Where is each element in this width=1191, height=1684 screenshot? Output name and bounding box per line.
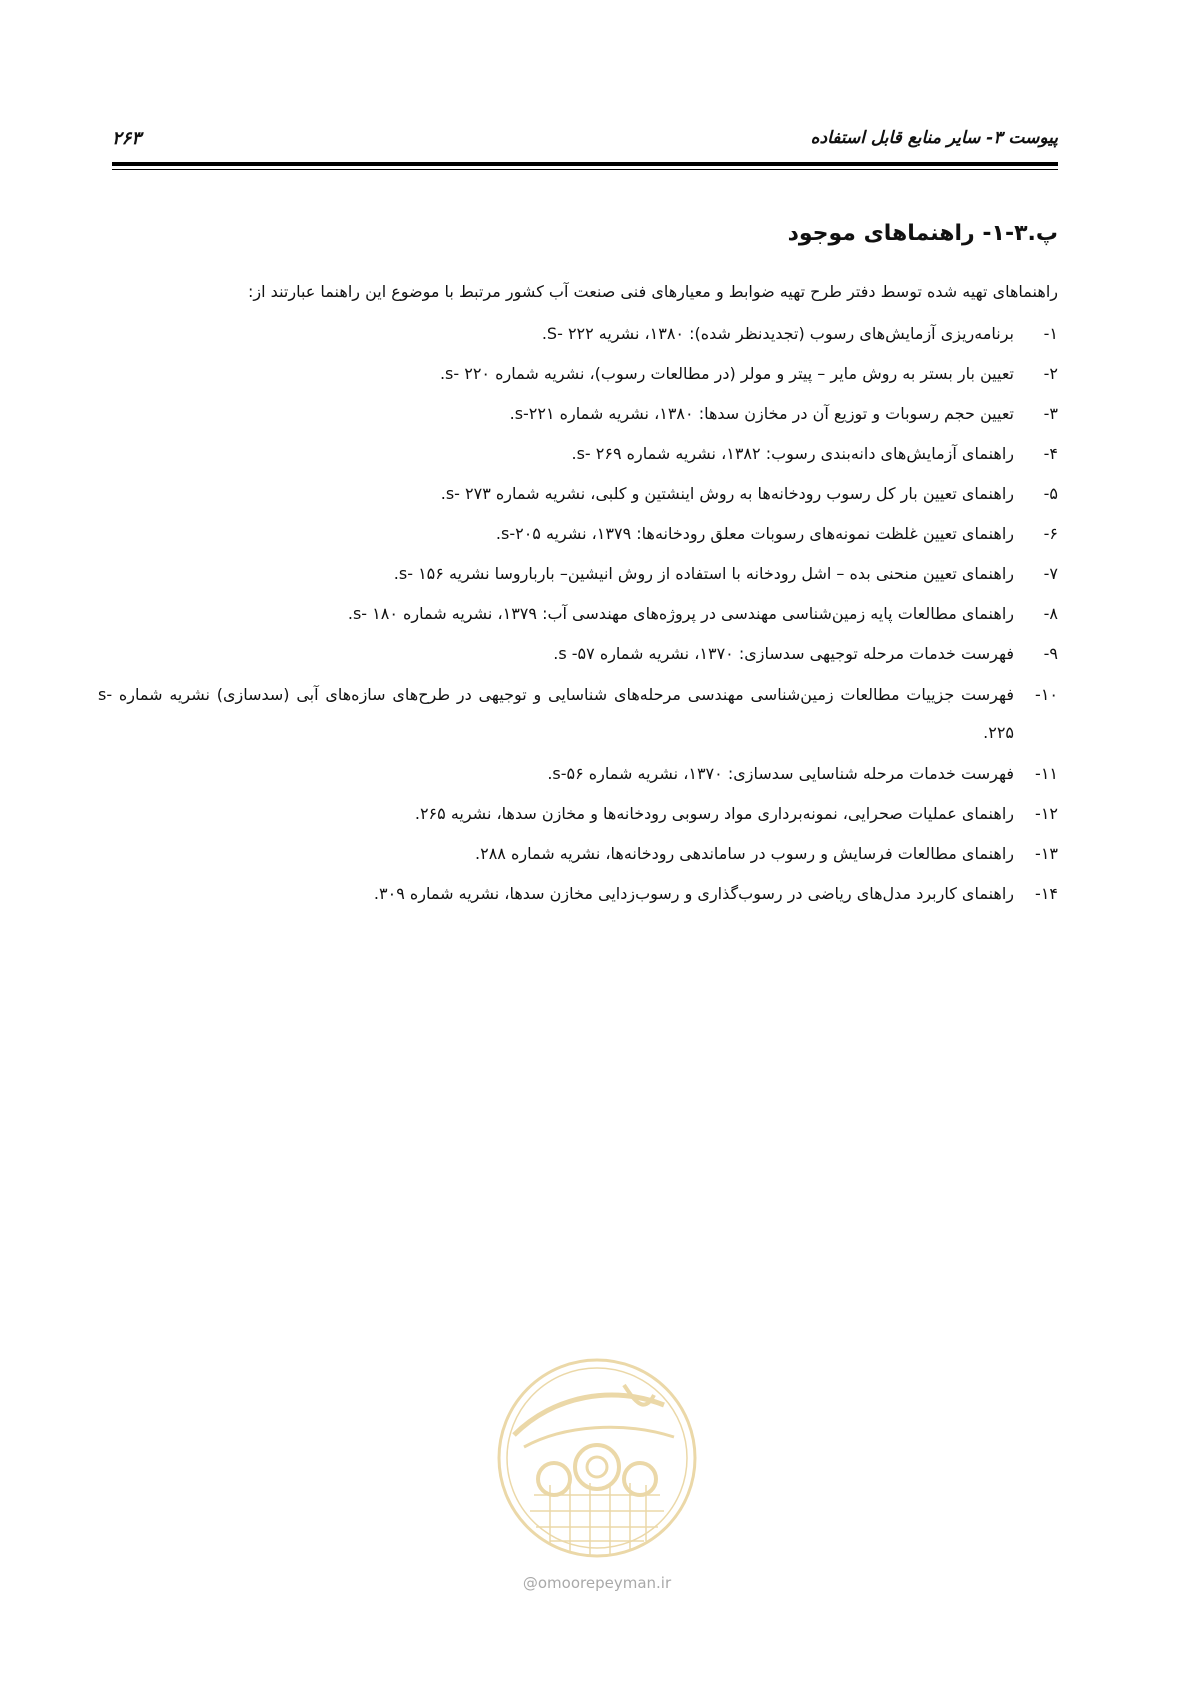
list-item-text: تعیین بار بستر به روش مایر – پیتر و مولر (در مطالعات رسوب)، نشریه شماره s- ۲۲۰. bbox=[439, 364, 1014, 383]
guides-list bbox=[98, 322, 1058, 922]
list-item-number: ۶- bbox=[1043, 524, 1058, 543]
list-item-number: ۱۳- bbox=[1035, 844, 1058, 863]
page-header bbox=[112, 128, 1058, 154]
list-item bbox=[98, 882, 1058, 906]
list-item-number: ۵- bbox=[1043, 484, 1058, 503]
running-header-title: پیوست ۳- سایر منابع قابل استفاده bbox=[810, 128, 1058, 148]
header-rule-thin bbox=[112, 169, 1058, 170]
watermark-logo bbox=[494, 1355, 700, 1561]
list-item bbox=[98, 842, 1058, 866]
list-item-text: راهنمای تعیین غلظت نمونه‌های رسوبات معلق رودخانه‌ها: ۱۳۷۹، نشریه s-۲۰۵. bbox=[495, 524, 1014, 543]
list-item bbox=[98, 802, 1058, 826]
list-item-text: راهنمای آزمایش‌های دانه‌بندی رسوب: ۱۳۸۲، نشریه شماره s- ۲۶۹. bbox=[571, 444, 1014, 463]
list-item-text: برنامه‌ریزی آزمایش‌های رسوب (تجدیدنظر شده): ۱۳۸۰، نشریه S- ۲۲۲. bbox=[541, 324, 1014, 343]
list-item-text: راهنمای تعیین بار کل رسوب رودخانه‌ها به روش اینشتین و کلبی، نشریه شماره s- ۲۷۳. bbox=[440, 484, 1014, 503]
list-item-number: ۳- bbox=[1043, 404, 1058, 423]
list-item-text: راهنمای عملیات صحرایی، نمونه‌برداری مواد رسوبی رودخانه‌ها و مخازن سدها، نشریه ۲۶۵. bbox=[414, 804, 1014, 823]
list-item-text: راهنمای تعیین منحنی بده – اشل رودخانه با استفاده از روش انیشین– بارباروسا نشریه s- ۱۵۶. bbox=[393, 564, 1014, 583]
list-item-number: ۲- bbox=[1043, 364, 1058, 383]
list-item-text: راهنمای مطالعات پایه زمین‌شناسی مهندسی در پروژه‌های مهندسی آب: ۱۳۷۹، نشریه شماره s- ۱۸۰. bbox=[347, 604, 1014, 623]
list-item-number: ۸- bbox=[1043, 604, 1058, 623]
list-item-text: راهنمای مطالعات فرسایش و رسوب در ساماندهی رودخانه‌ها، نشریه شماره ۲۸۸. bbox=[475, 844, 1014, 863]
list-item bbox=[98, 322, 1058, 346]
list-item bbox=[98, 762, 1058, 786]
list-item-text: تعیین حجم رسوبات و توزیع آن در مخازن سدها: ۱۳۸۰، نشریه شماره s-۲۲۱. bbox=[509, 404, 1014, 423]
list-item-number: ۱۲- bbox=[1035, 804, 1058, 823]
list-item-text: راهنمای کاربرد مدل‌های ریاضی در رسوب‌گذاری و رسوب‌زدایی مخازن سدها، نشریه شماره ۳۰۹. bbox=[373, 884, 1014, 903]
list-item-number: ۱۱- bbox=[1035, 764, 1058, 783]
list-item-number: ۱- bbox=[1043, 324, 1058, 343]
list-item bbox=[98, 642, 1058, 666]
page-number: ۲۶۳ bbox=[112, 128, 142, 149]
list-item-text: فهرست خدمات مرحله شناسایی سدسازی: ۱۳۷۰، نشریه شماره s-۵۶. bbox=[547, 764, 1014, 783]
list-item-text: فهرست جزییات مطالعات زمین‌شناسی مهندسی مرحله‌های شناسایی و توجیهی در طرح‌های سازه‌های آبی (سدسازی) نشریه شماره s- ۲۲۵. bbox=[98, 685, 1014, 742]
list-item bbox=[98, 362, 1058, 386]
list-item bbox=[98, 482, 1058, 506]
watermark-logo-icon bbox=[494, 1355, 700, 1561]
list-item bbox=[98, 522, 1058, 546]
list-item bbox=[98, 402, 1058, 426]
watermark-url: @omoorepeyman.ir bbox=[522, 1574, 672, 1592]
list-item bbox=[98, 442, 1058, 466]
list-item bbox=[98, 676, 1058, 752]
list-item bbox=[98, 602, 1058, 626]
section-heading: پ.۳-۱- راهنماهای موجود bbox=[787, 221, 1058, 246]
intro-paragraph: راهنماهای تهیه شده توسط دفتر طرح تهیه ضوابط و معیارهای فنی صنعت آب کشور مرتبط با موضوع این راهنما عبارتند از: bbox=[248, 282, 1058, 301]
list-item-number: ۱۰- bbox=[1035, 685, 1058, 704]
header-rule-thick bbox=[112, 162, 1058, 166]
list-item bbox=[98, 562, 1058, 586]
list-item-text: فهرست خدمات مرحله توجیهی سدسازی: ۱۳۷۰، نشریه شماره s -۵۷. bbox=[553, 644, 1014, 663]
list-item-number: ۴- bbox=[1043, 444, 1058, 463]
list-item-number: ۷- bbox=[1043, 564, 1058, 583]
list-item-number: ۱۴- bbox=[1035, 884, 1058, 903]
list-item-number: ۹- bbox=[1043, 644, 1058, 663]
